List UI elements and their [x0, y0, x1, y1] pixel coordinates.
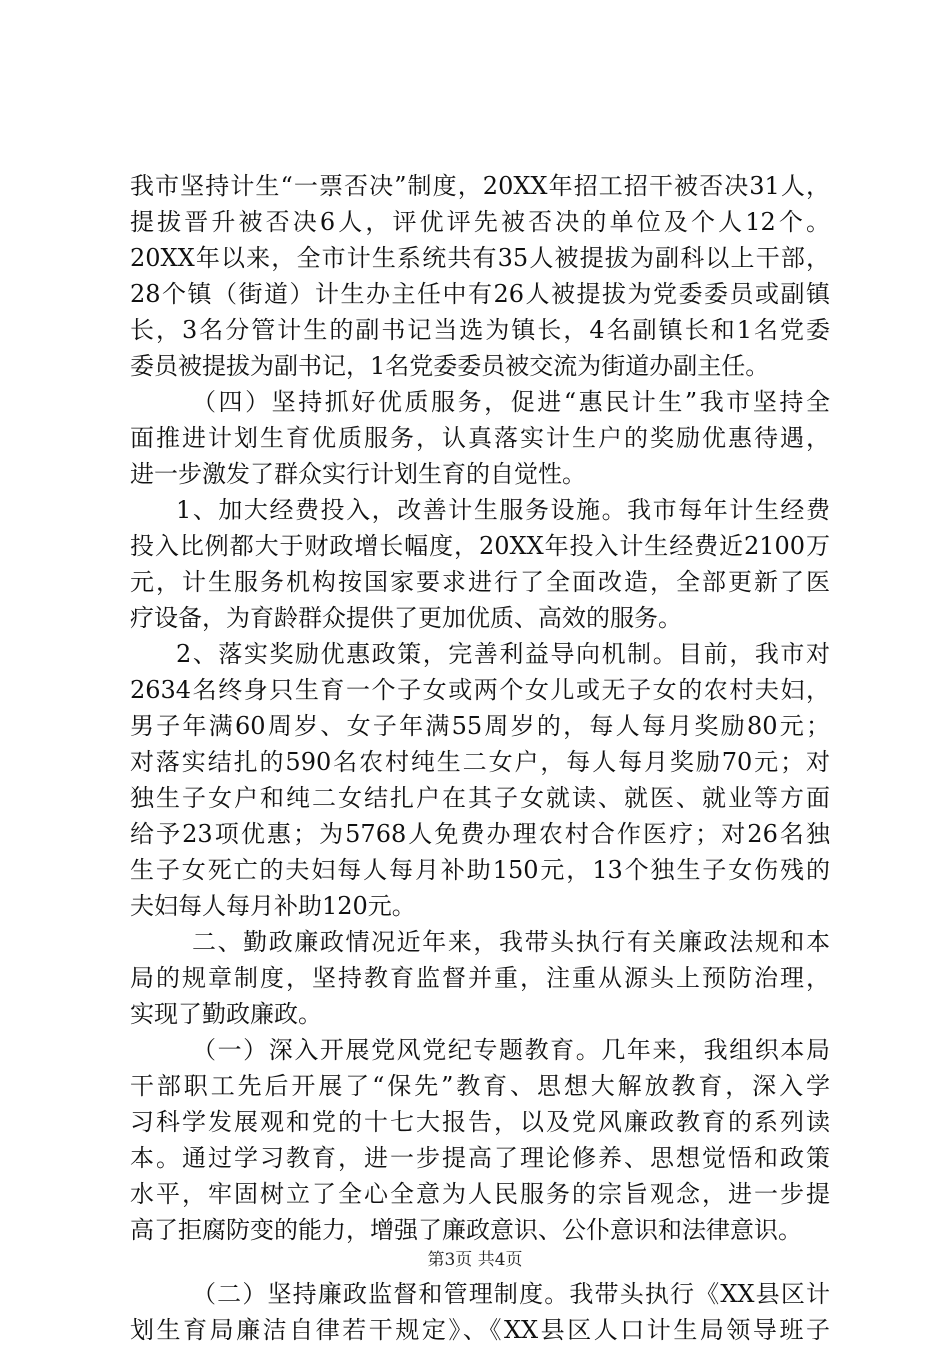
text-line: 习科学发展观和党的十七大报告，以及党风廉政教育的系列读 — [130, 1108, 830, 1136]
text-line: 元，计生服务机构按国家要求进行了全面改造，全部更新了医 — [130, 568, 830, 596]
section-heading-line: （一）深入开展党风党纪专题教育。几年来，我组织本局 — [192, 1036, 830, 1064]
text-line: 独生子女户和纯二女结扎户在其子女就读、就医、就业等方面 — [130, 784, 830, 812]
text-line: 长，3名分管计生的副书记当选为镇长，4名副镇长和1名党委 — [130, 316, 830, 344]
text-line: 高了拒腐防变的能力，增强了廉政意识、公仆意识和法律意识。 — [130, 1216, 802, 1244]
text-line: 男子年满60周岁、女子年满55周岁的，每人每月奖励80元； — [130, 712, 830, 740]
text-line: 提拔晋升被否决6人，评优评先被否决的单位及个人12个。 — [130, 208, 830, 236]
text-line: 我市坚持计生“一票否决”制度，20XX年招工招干被否决31人， — [130, 172, 830, 200]
item-heading-line: 1、加大经费投入，改善计生服务设施。我市每年计生经费 — [176, 496, 830, 524]
item-heading-line: 2、落实奖励优惠政策，完善利益导向机制。目前，我市对 — [176, 640, 830, 668]
section-heading-line: （二）坚持廉政监督和管理制度。我带头执行《XX县区计 — [192, 1280, 830, 1308]
text-line: 给予23项优惠；为5768人免费办理农村合作医疗；对26名独 — [130, 820, 830, 848]
text-line: 委员被提拔为副书记，1名党委委员被交流为街道办副主任。 — [130, 352, 770, 380]
text-line: 划生育局廉洁自律若干规定》、《XX县区人口计生局领导班子 — [130, 1316, 830, 1344]
document-body — [130, 168, 830, 1348]
section-heading-line: 二、勤政廉政情况近年来，我带头执行有关廉政法规和本 — [192, 928, 830, 956]
text-line: 进一步激发了群众实行计划生育的自觉性。 — [130, 460, 586, 488]
text-line: 夫妇每人每月补助120元。 — [130, 892, 416, 920]
text-line: 投入比例都大于财政增长幅度，20XX年投入计生经费近2100万 — [130, 532, 830, 560]
text-line: 对落实结扎的590名农村纯生二女户，每人每月奖励70元；对 — [130, 748, 830, 776]
page-number-footer: 第3页 共4页 — [427, 1250, 523, 1270]
text-line: 生子女死亡的夫妇每人每月补助150元，13个独生子女伤残的 — [130, 856, 830, 884]
text-line: 面推进计划生育优质服务，认真落实计生户的奖励优惠待遇， — [130, 424, 830, 452]
text-line: 疗设备，为育龄群众提供了更加优质、高效的服务。 — [130, 604, 682, 632]
text-line: 干部职工先后开展了“保先”教育、思想大解放教育，深入学 — [130, 1072, 830, 1100]
text-line: 28个镇（街道）计生办主任中有26人被提拔为党委委员或副镇 — [130, 280, 830, 308]
text-line: 20XX年以来，全市计生系统共有35人被提拔为副科以上干部， — [130, 244, 830, 272]
text-line: 局的规章制度，坚持教育监督并重，注重从源头上预防治理， — [130, 964, 830, 992]
text-line: 实现了勤政廉政。 — [130, 1000, 322, 1028]
text-line: 2634名终身只生育一个子女或两个女儿或无子女的农村夫妇， — [130, 676, 830, 704]
text-line: 本。通过学习教育，进一步提高了理论修养、思想觉悟和政策 — [130, 1144, 830, 1172]
section-heading-line: （四）坚持抓好优质服务，促进“惠民计生”我市坚持全 — [192, 388, 830, 416]
text-line: 水平，牢固树立了全心全意为人民服务的宗旨观念，进一步提 — [130, 1180, 830, 1208]
